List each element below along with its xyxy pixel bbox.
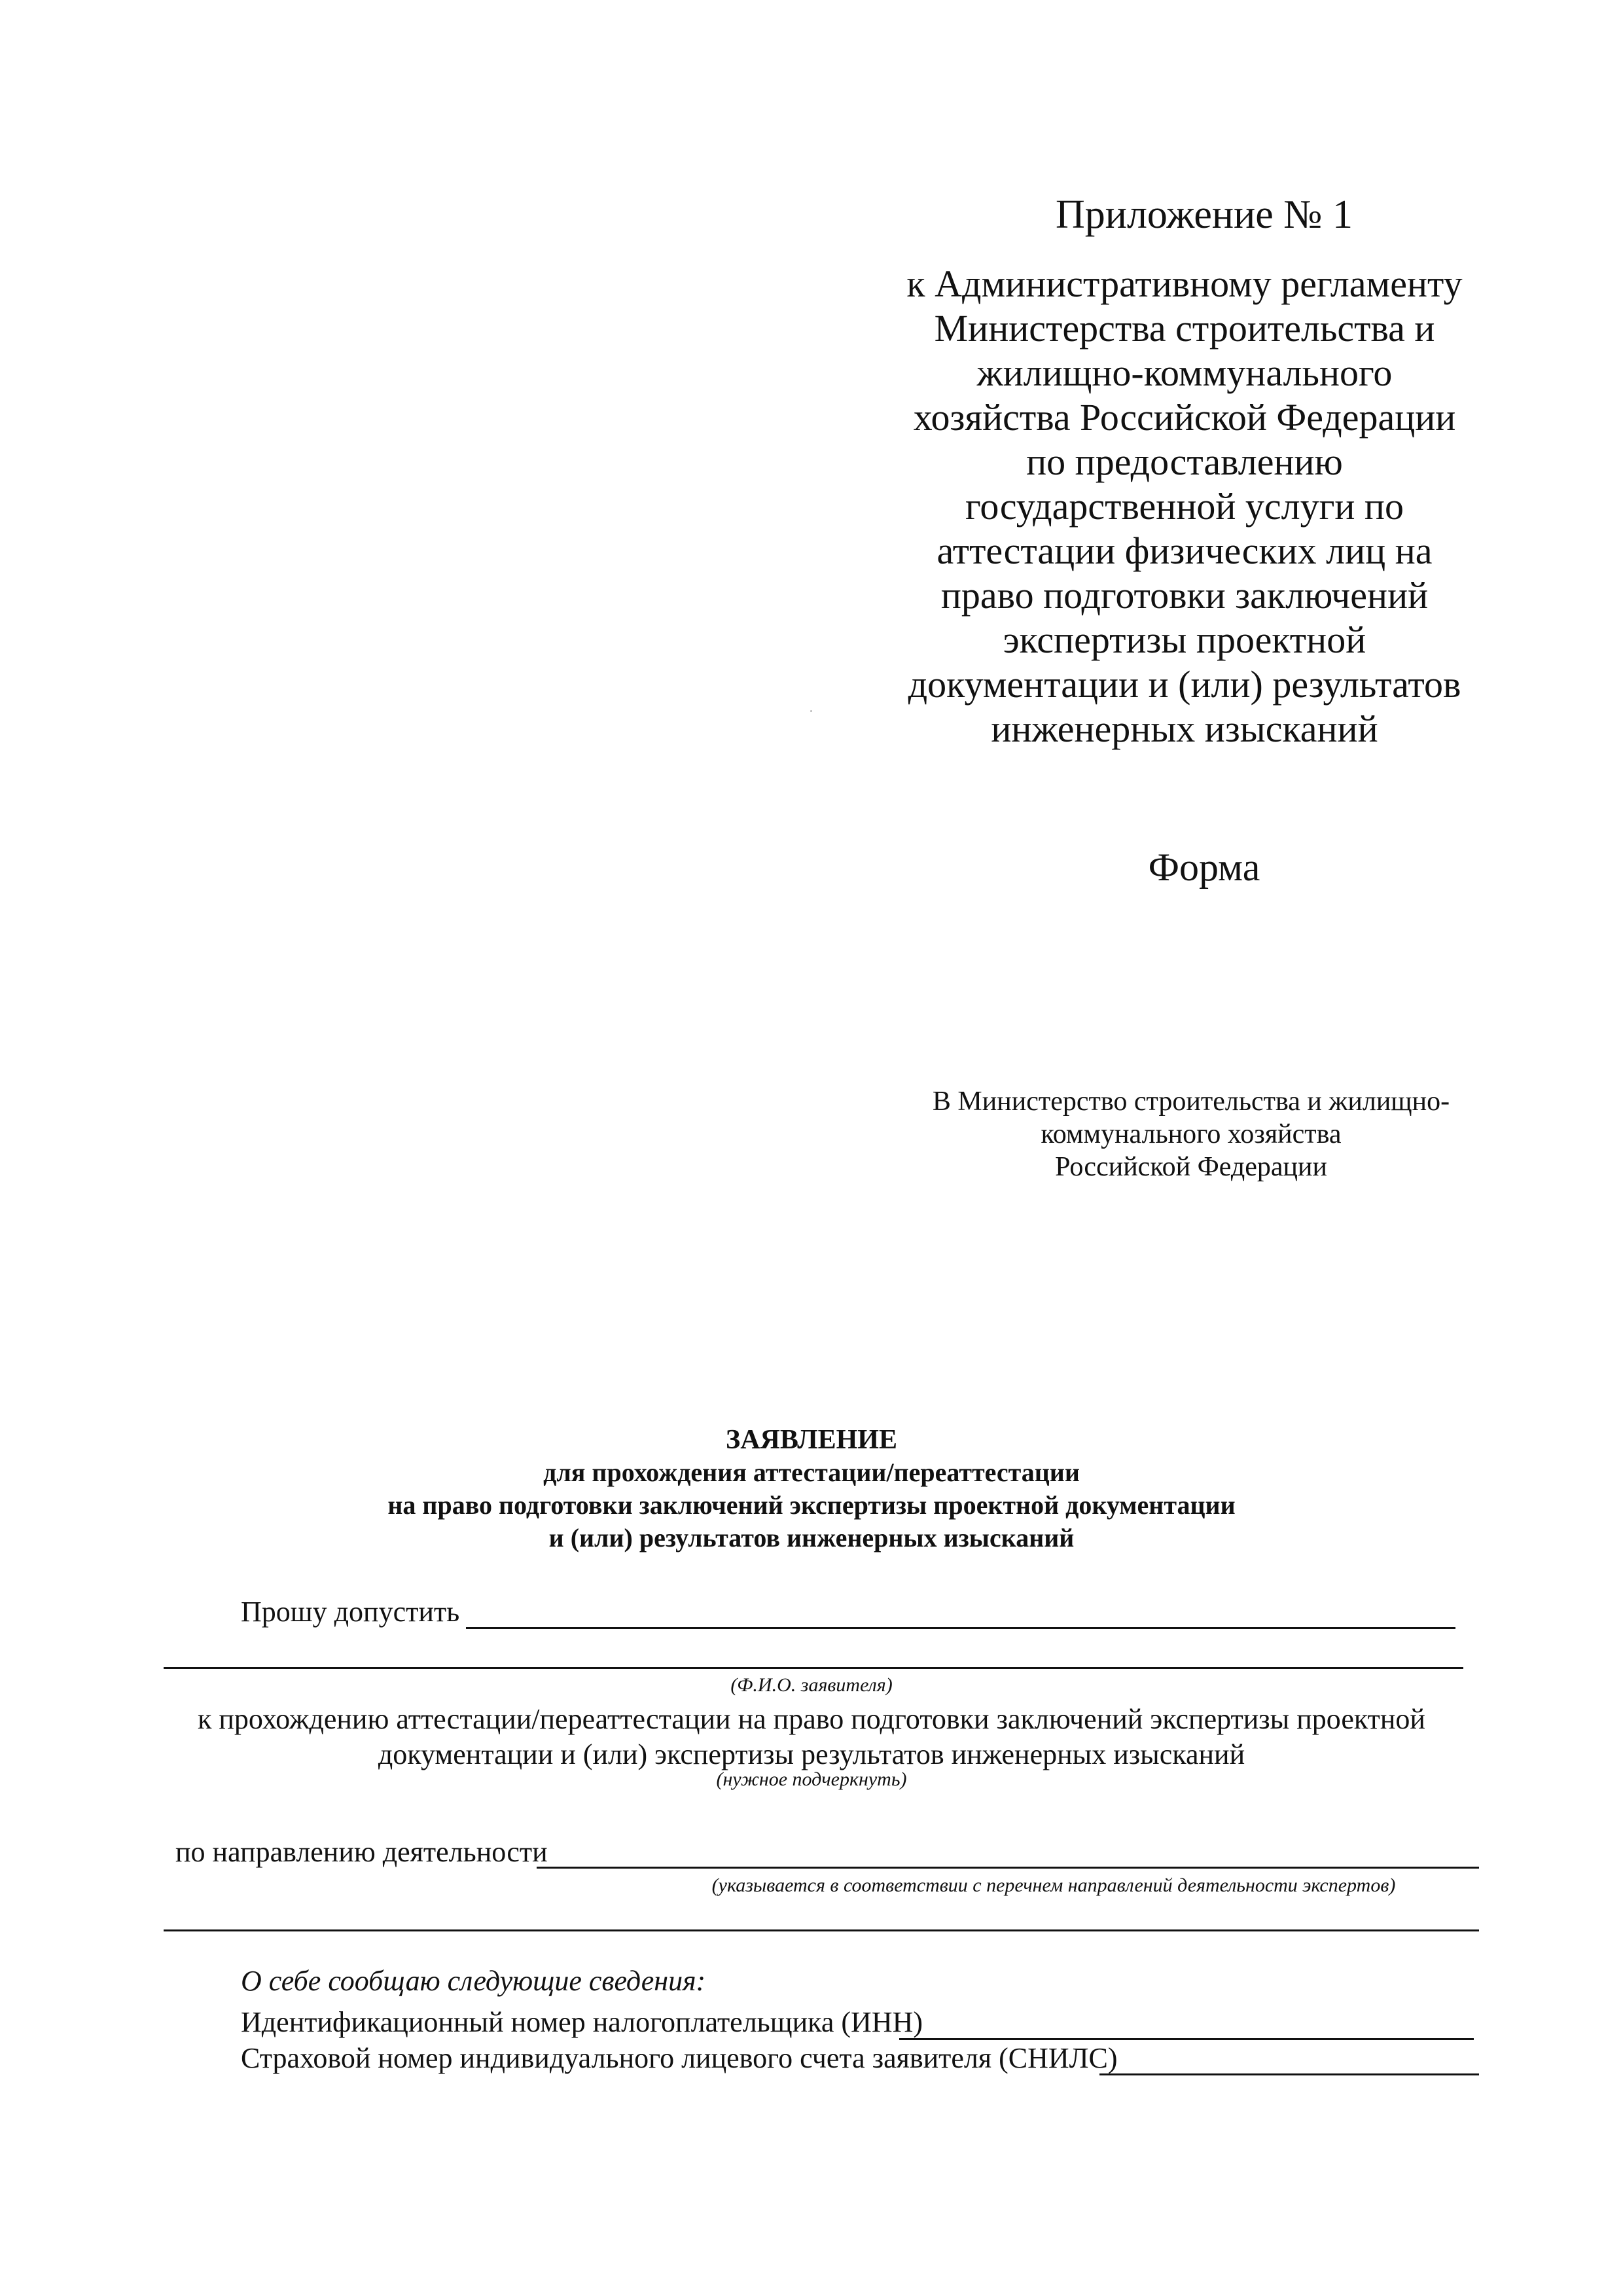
statement-subtitle-line: на право подготовки заключений экспертизы проектной документации xyxy=(387,1490,1236,1520)
scan-speck xyxy=(810,710,812,712)
appendix-line: государственной услуги по xyxy=(965,485,1404,528)
statement-subtitle-line: для прохождения аттестации/переаттестации xyxy=(543,1458,1080,1487)
snils-label: Страховой номер индивидуального лицевого счета заявителя (СНИЛС) xyxy=(241,2042,1118,2074)
purpose-text xyxy=(183,1702,1440,1772)
appendix-line: экспертизы проектной xyxy=(1003,619,1366,661)
appendix-line: аттестации физических лиц на xyxy=(936,529,1433,572)
statement-subtitle-line: и (или) результатов инженерных изысканий xyxy=(548,1523,1075,1552)
appendix-line: жилищно-коммунального xyxy=(976,351,1393,394)
purpose-line: к прохождению аттестации/переаттестации на право подготовки заключений экспертизы проектной xyxy=(198,1703,1425,1735)
snils-field[interactable] xyxy=(1099,2073,1479,2075)
statement-title: ЗАЯВЛЕНИЕ xyxy=(726,1425,897,1455)
statement-heading xyxy=(262,1424,1361,1554)
form-label: Форма xyxy=(1148,846,1260,889)
addressee-block xyxy=(890,1085,1492,1183)
appendix-line: к Административному регламенту xyxy=(906,262,1463,305)
appendix-line: право подготовки заключений xyxy=(940,574,1429,617)
inn-field[interactable] xyxy=(899,2038,1474,2040)
direction-caption: (указывается в соответствии с перечнем направлений деятельности экспертов) xyxy=(711,1874,1396,1896)
applicant-name-caption: (Ф.И.О. заявителя) xyxy=(730,1674,893,1696)
direction-label: по направлению деятельности xyxy=(175,1836,548,1868)
addressee-line: В Министерство строительства и жилищно- xyxy=(932,1086,1450,1117)
underline-caption: (нужное подчеркнуть) xyxy=(716,1768,907,1790)
addressee-line: Российской Федерации xyxy=(1055,1152,1327,1182)
applicant-name-field[interactable] xyxy=(466,1627,1455,1629)
appendix-line: Министерства строительства и xyxy=(934,307,1435,350)
purpose-line: документации и (или) экспертизы результатов инженерных изысканий xyxy=(378,1738,1245,1770)
direction-field-continued[interactable] xyxy=(164,1929,1479,1931)
admit-label: Прошу допустить xyxy=(241,1596,460,1628)
appendix-line: инженерных изысканий xyxy=(991,708,1378,750)
inn-label: Идентификационный номер налогоплательщика (ИНН) xyxy=(241,2006,923,2038)
appendix-line: документации и (или) результатов xyxy=(908,663,1461,706)
direction-field[interactable] xyxy=(537,1867,1479,1869)
appendix-line: хозяйства Российской Федерации xyxy=(913,396,1456,439)
addressee-line: коммунального хозяйства xyxy=(1041,1119,1342,1149)
appendix-line: по предоставлению xyxy=(1026,440,1343,483)
about-label: О себе сообщаю следующие сведения: xyxy=(241,1965,706,1997)
appendix-reference xyxy=(890,262,1479,751)
appendix-title: Приложение № 1 xyxy=(1056,192,1353,237)
applicant-name-field-continued[interactable] xyxy=(164,1667,1463,1669)
